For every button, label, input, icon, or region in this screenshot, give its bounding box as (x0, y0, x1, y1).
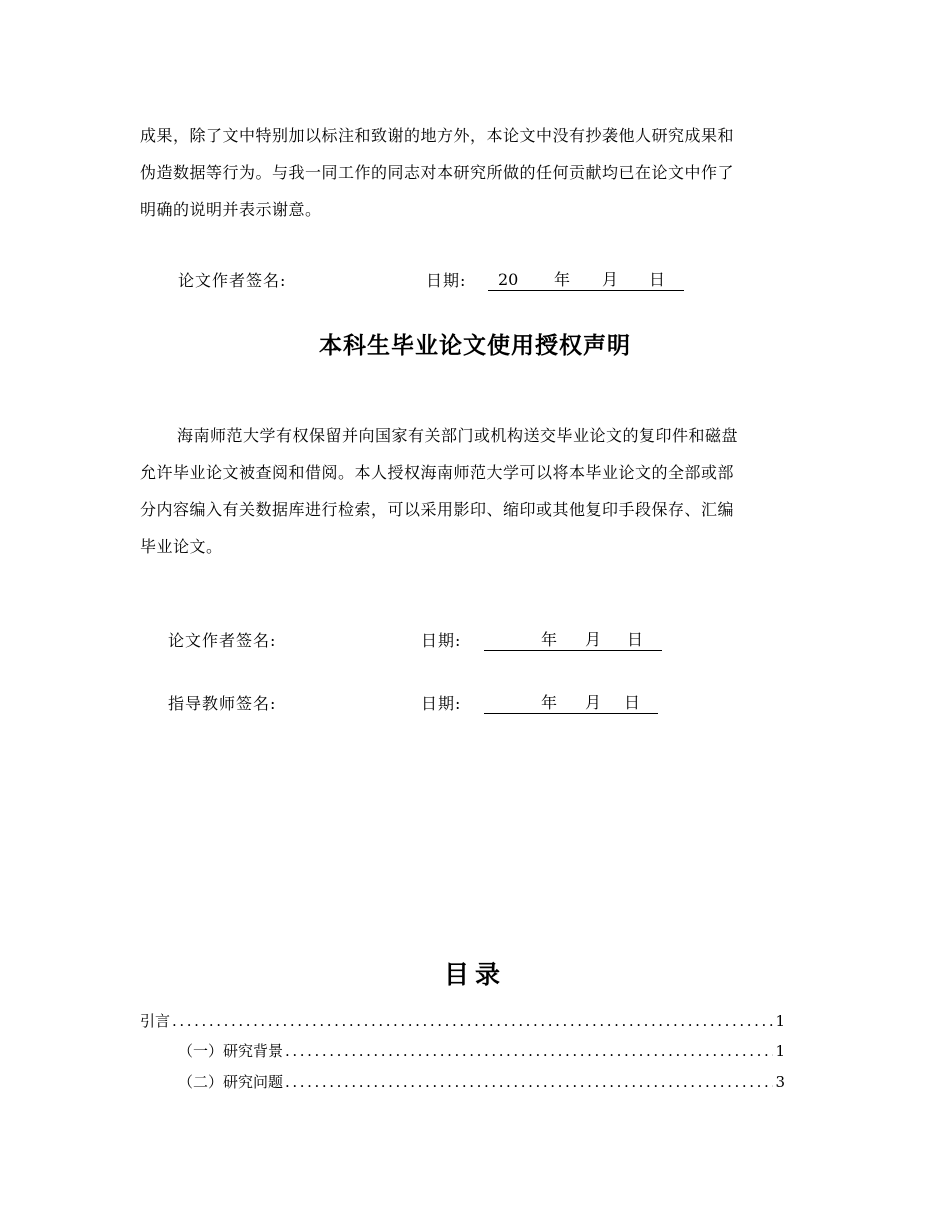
toc-leader-dots (172, 1010, 773, 1032)
authorization-title: 本科生毕业论文使用授权声明 (319, 333, 631, 359)
author-signature-row (0, 630, 950, 652)
date-year-unit: 年 (541, 630, 558, 649)
toc-entry-text: 引言 (140, 1012, 171, 1030)
toc-entry[interactable] (178, 1071, 785, 1093)
date-label: 日期: (426, 271, 467, 290)
toc-entry[interactable] (140, 1010, 785, 1032)
declaration-line: 伪造数据等行为。与我一同工作的同志对本研究所做的任何贡献均已在论文中作了 (140, 163, 735, 182)
date-year-unit: 年 (541, 693, 558, 712)
date-month-unit: 月 (585, 630, 602, 649)
advisor-signature-row (0, 693, 950, 715)
toc-leader-dots (285, 1040, 773, 1062)
toc-entry-page: 3 (775, 1073, 785, 1091)
declaration-paragraph (140, 117, 810, 228)
authorization-line: 允许毕业论文被查阅和借阅。本人授权海南师范大学可以将本毕业论文的全部或部 (140, 463, 735, 482)
authorization-line: 分内容编入有关数据库进行检索，可以采用影印、缩印或其他复印手段保存、汇编 (140, 500, 735, 519)
date-year-prefix: 20 (498, 270, 519, 289)
date-day-unit: 日 (627, 630, 644, 649)
date-field (484, 630, 662, 651)
declaration-line: 明确的说明并表示谢意。 (140, 200, 322, 219)
author-signature-label: 论文作者签名: (178, 271, 287, 290)
toc-entry-text: （二）研究问题 (178, 1073, 284, 1091)
date-day-unit: 日 (649, 270, 666, 289)
date-label: 日期: (421, 694, 462, 713)
date-field (484, 693, 658, 714)
date-field (488, 270, 684, 291)
date-day-unit: 日 (624, 693, 641, 712)
toc-entry-page: 1 (775, 1012, 785, 1030)
toc-entry-page: 1 (775, 1042, 785, 1060)
toc-title: 目录 (443, 960, 506, 989)
toc-leader-dots (285, 1071, 773, 1093)
authorization-line: 毕业论文。 (140, 537, 223, 556)
date-year-unit: 年 (554, 270, 571, 289)
declaration-line: 成果，除了文中特别加以标注和致谢的地方外，本论文中没有抄袭他人研究成果和 (140, 126, 735, 145)
date-month-unit: 月 (602, 270, 619, 289)
authorization-paragraph (140, 417, 810, 565)
date-month-unit: 月 (585, 693, 602, 712)
toc-entry-text: （一）研究背景 (178, 1042, 284, 1060)
toc-entry[interactable] (178, 1040, 785, 1062)
authorization-line: 海南师范大学有权保留并向国家有关部门或机构送交毕业论文的复印件和磁盘 (177, 426, 739, 445)
author-signature-label: 论文作者签名: (168, 631, 277, 650)
advisor-signature-label: 指导教师签名: (168, 694, 277, 713)
declaration-signature-row (0, 270, 950, 292)
date-label: 日期: (421, 631, 462, 650)
